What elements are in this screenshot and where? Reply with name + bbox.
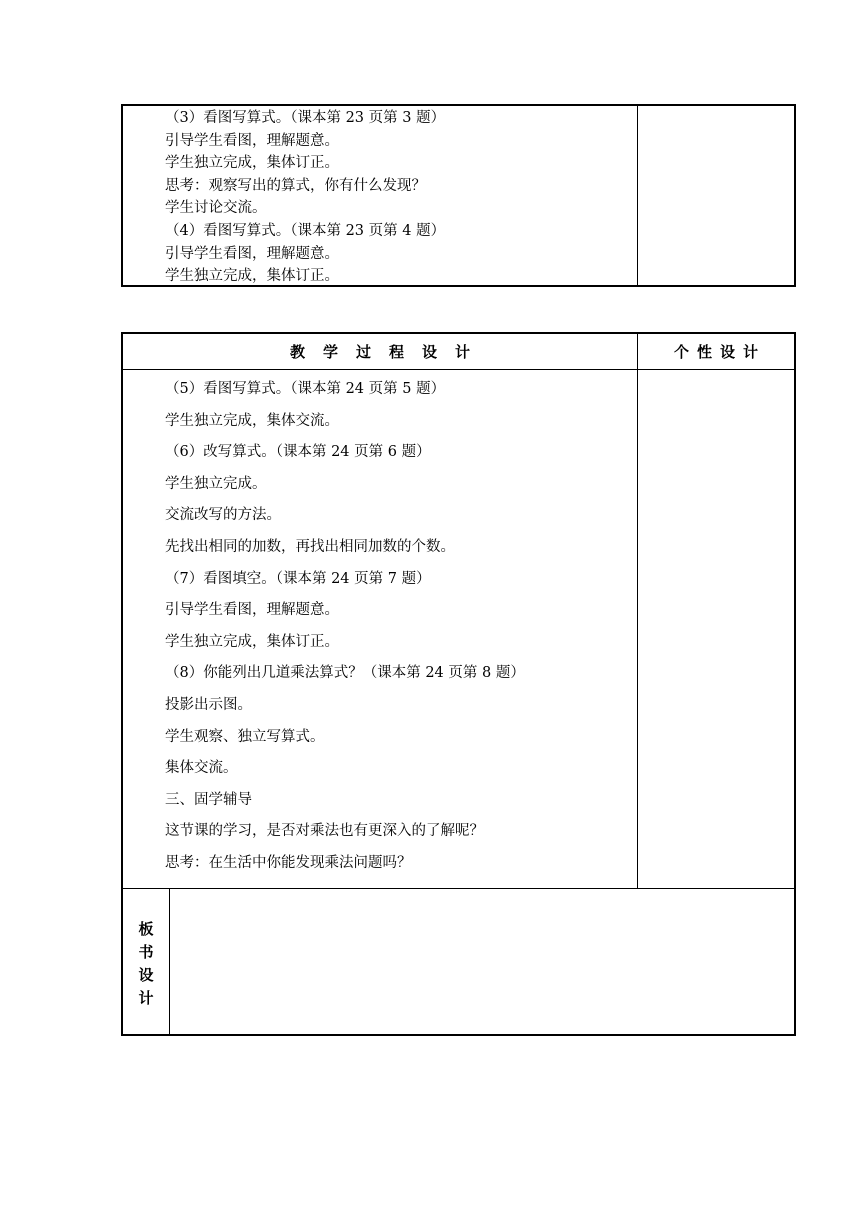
text-line: （6）改写算式。（课本第 24 页第 6 题） <box>165 444 431 461</box>
process-lines <box>165 107 445 288</box>
text-line: 集体交流。 <box>165 760 238 777</box>
text-line: 学生独立完成，集体订正。 <box>165 268 339 285</box>
text-line: 这节课的学习，是否对乘法也有更深入的了解呢？ <box>165 823 484 840</box>
text-line: 学生独立完成。 <box>165 475 267 492</box>
text-line: （3）看图写算式。（课本第 23 页第 3 题） <box>165 110 446 126</box>
text-line: 学生讨论交流。 <box>165 200 267 217</box>
text-line: （7）看图填空。（课本第 24 页第 7 题） <box>165 570 431 587</box>
board-label-char: 板 <box>138 920 154 938</box>
process-lines <box>165 374 525 880</box>
header-personal-design: 个性设计 <box>638 334 794 370</box>
text-line: 思考：在生活中你能发现乘法问题吗？ <box>165 854 412 871</box>
text-line: 学生独立完成，集体订正。 <box>165 155 339 172</box>
board-design-label <box>123 889 170 1034</box>
text-line: 学生观察、独立写算式。 <box>165 728 325 745</box>
text-line: 引导学生看图，理解题意。 <box>165 132 339 149</box>
text-line: 先找出相同的加数，再找出相同加数的个数。 <box>165 538 455 555</box>
text-line: 引导学生看图，理解题意。 <box>165 245 339 262</box>
board-label-char: 设 <box>138 966 154 984</box>
text-line: （8）你能列出几道乘法算式？（课本第 24 页第 8 题） <box>165 665 525 682</box>
text-line: 引导学生看图，理解题意。 <box>165 602 339 619</box>
text-line: 三、固学辅导 <box>165 791 252 808</box>
lesson-table-continued <box>121 104 796 287</box>
board-label-char: 计 <box>138 989 154 1007</box>
process-cell <box>123 106 638 285</box>
lesson-table <box>121 332 796 1036</box>
text-line: 投影出示图。 <box>165 696 252 713</box>
text-line: （4）看图写算式。（课本第 23 页第 4 题） <box>165 222 446 239</box>
text-line: 学生独立完成，集体交流。 <box>165 412 339 429</box>
text-line: 学生独立完成，集体订正。 <box>165 633 339 650</box>
header-teaching-process: 教学过程设计 <box>123 334 638 370</box>
board-design-content <box>170 889 794 1034</box>
text-line: 思考：观察写出的算式，你有什么发现？ <box>165 177 426 194</box>
personal-design-cell <box>638 106 794 285</box>
personal-design-cell <box>638 370 794 889</box>
board-label-char: 书 <box>138 943 154 961</box>
text-line: （5）看图写算式。（课本第 24 页第 5 题） <box>165 381 446 397</box>
text-line: 交流改写的方法。 <box>165 507 281 524</box>
process-cell <box>123 370 638 889</box>
